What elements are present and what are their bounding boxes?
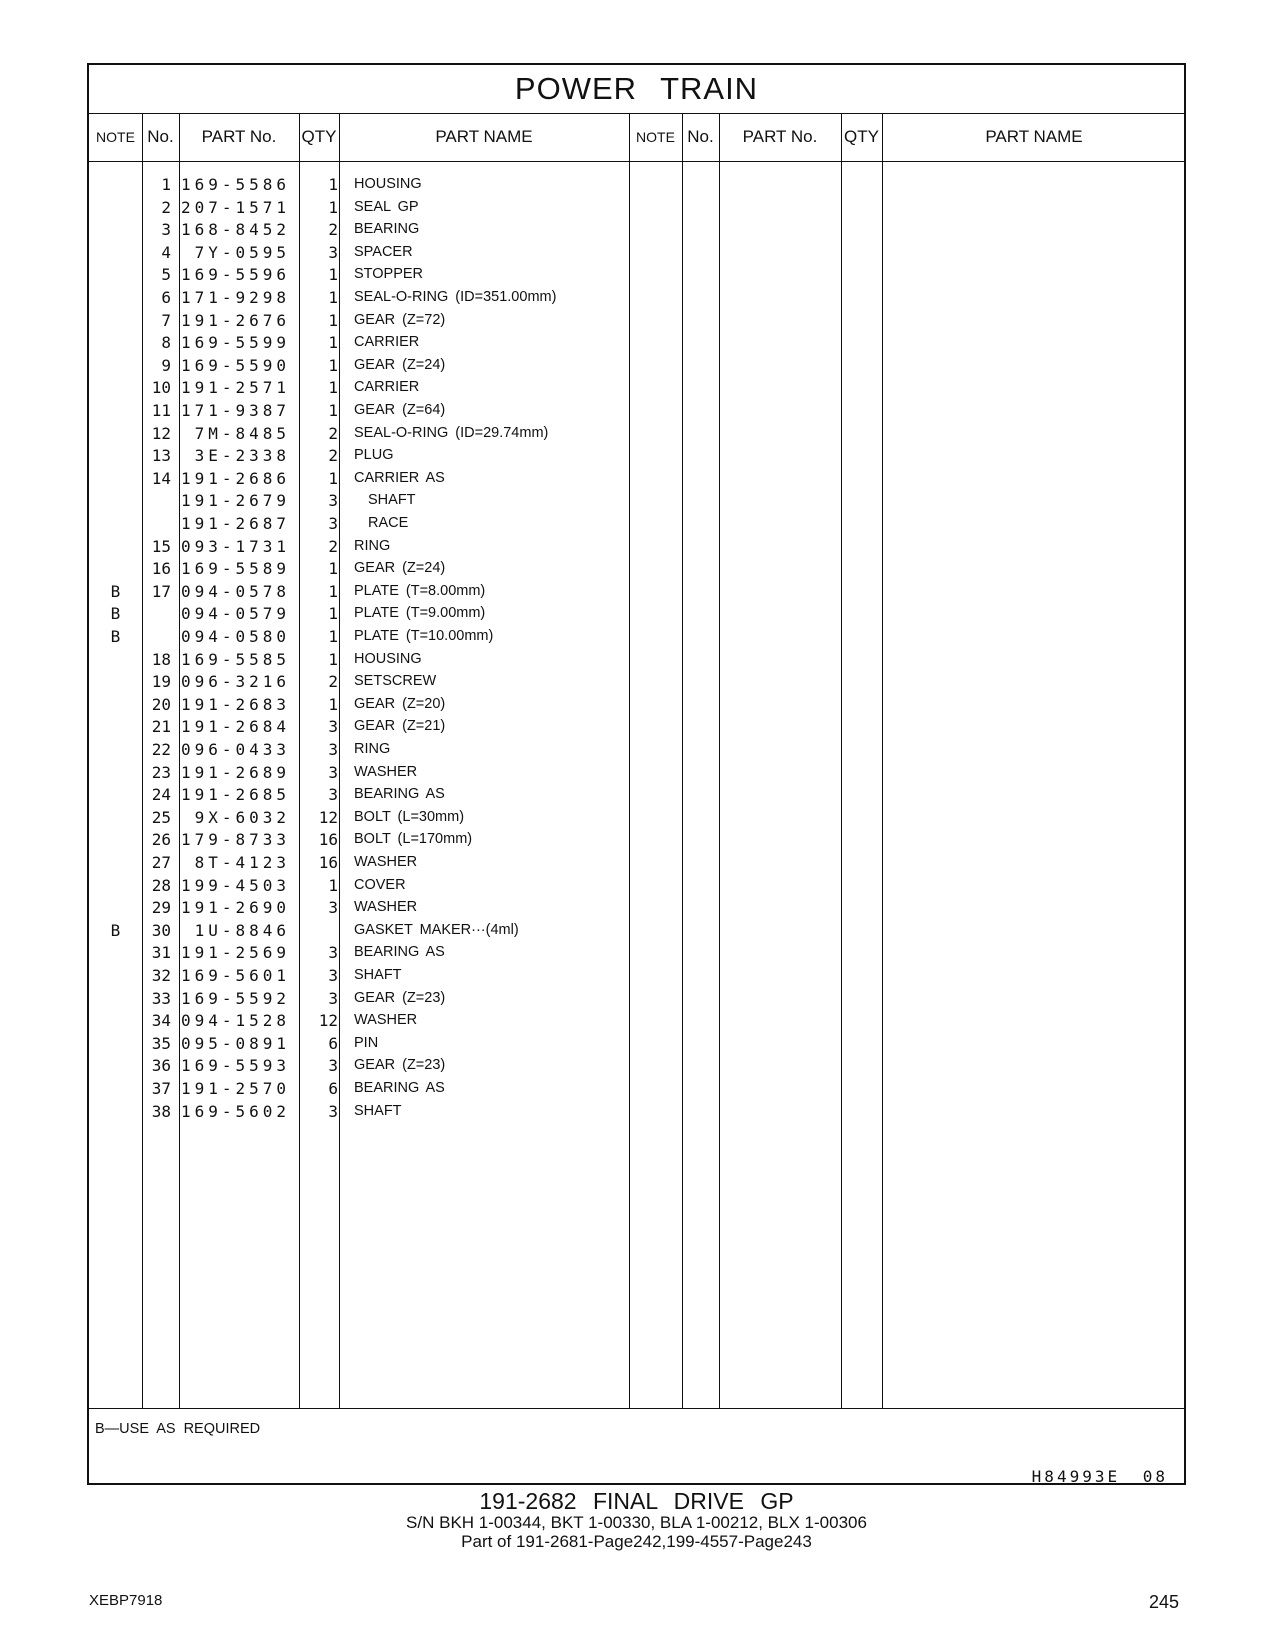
quantity-cell: 6 — [328, 1033, 338, 1053]
item-number-cell: 20 — [151, 694, 171, 714]
table-row — [89, 309, 1184, 332]
item-number-cell: 21 — [151, 717, 171, 737]
quantity-cell: 1 — [328, 694, 338, 714]
part-name-cell: PLATE (T=9.00mm) — [354, 605, 486, 622]
part-number-cell: 191-2686 — [180, 468, 290, 488]
table-row — [89, 489, 1184, 512]
part-name-cell: CARRIER — [354, 379, 420, 396]
table-row — [89, 896, 1184, 919]
part-number-cell: 169-5590 — [180, 355, 290, 375]
table-row — [89, 580, 1184, 603]
item-number-cell: 35 — [151, 1033, 171, 1053]
part-number-cell: 171-9298 — [180, 288, 290, 307]
item-number-cell: 14 — [151, 468, 171, 488]
item-number-cell: 13 — [151, 446, 171, 466]
part-number-cell: 191-2685 — [180, 785, 290, 805]
page-number: 245 — [1149, 1592, 1180, 1612]
part-number-cell: 169-5589 — [180, 559, 290, 579]
table-row — [89, 602, 1184, 625]
part-number-cell: 191-2679 — [180, 491, 290, 511]
quantity-cell: 1 — [328, 265, 338, 285]
item-number-cell: 29 — [151, 898, 171, 918]
table-row — [89, 828, 1184, 851]
table-row — [89, 738, 1184, 761]
quantity-cell: 3 — [328, 898, 338, 918]
part-number-cell: 169-5593 — [180, 1056, 290, 1076]
quantity-cell: 1 — [328, 197, 338, 217]
part-number-cell: 191-2676 — [180, 310, 290, 330]
table-row — [89, 806, 1184, 829]
part-name-cell: GEAR (Z=64) — [354, 402, 446, 418]
header-no: No. — [147, 127, 174, 146]
item-number-cell: 17 — [151, 581, 171, 601]
part-of-reference: Part of 191-2681-Page242,199-4557-Page243 — [461, 1532, 812, 1551]
item-number-cell: 11 — [151, 401, 171, 420]
table-row — [89, 467, 1184, 490]
quantity-cell: 3 — [328, 1056, 338, 1076]
item-number-cell: 19 — [151, 672, 171, 692]
part-name-cell: STOPPER — [354, 266, 424, 283]
quantity-cell: 2 — [328, 446, 338, 466]
table-row — [89, 1077, 1184, 1100]
part-number-cell: 169-5602 — [180, 1101, 290, 1121]
quantity-cell: 3 — [328, 1101, 338, 1121]
quantity-cell: 3 — [328, 491, 338, 511]
part-name-cell: BEARING AS — [354, 944, 445, 961]
part-number-cell: 094-0578 — [180, 581, 290, 601]
part-name-cell: RING — [354, 741, 391, 757]
quantity-cell: 3 — [328, 717, 338, 737]
part-name-cell: GEAR (Z=24) — [354, 356, 446, 373]
item-number-cell: 36 — [151, 1056, 171, 1076]
part-number-cell: 094-0580 — [180, 627, 290, 646]
item-number-cell: 34 — [151, 1011, 171, 1031]
part-number-cell: 191-2687 — [180, 514, 290, 533]
table-row — [89, 512, 1184, 535]
item-number-cell: 3 — [161, 220, 171, 240]
item-number-cell: 9 — [161, 355, 171, 375]
part-number-cell: 191-2690 — [180, 898, 290, 918]
item-number-cell: 38 — [151, 1101, 171, 1121]
quantity-cell: 1 — [328, 401, 338, 420]
section-title: POWER TRAIN — [89, 65, 1184, 114]
table-row — [89, 919, 1184, 942]
note-cell: B — [110, 581, 121, 601]
quantity-cell: 2 — [328, 423, 338, 443]
part-name-cell: RACE — [368, 515, 409, 531]
table-row — [89, 535, 1184, 558]
item-number-cell: 37 — [151, 1079, 171, 1098]
part-name-cell: PLATE (T=8.00mm) — [354, 582, 486, 599]
quantity-cell: 1 — [328, 175, 338, 194]
part-number-cell: 169-5585 — [180, 649, 290, 669]
item-number-cell: 24 — [151, 785, 171, 805]
table-row — [89, 399, 1184, 422]
quantity-cell: 1 — [328, 604, 338, 624]
header-note: NOTE — [96, 129, 135, 145]
item-number-cell: 16 — [151, 559, 171, 579]
quantity-cell: 12 — [318, 807, 338, 827]
part-number-cell: 096-0433 — [180, 740, 290, 759]
header-part-no-2: PART No. — [742, 127, 818, 146]
table-row — [89, 331, 1184, 354]
part-number-cell: 094-0579 — [180, 604, 290, 624]
part-name-cell: SHAFT — [354, 967, 402, 983]
quantity-cell: 12 — [318, 1011, 338, 1031]
quantity-cell: 1 — [328, 468, 338, 488]
table-header — [89, 113, 1184, 162]
item-number-cell: 33 — [151, 988, 171, 1008]
part-number-cell: 179-8733 — [180, 830, 290, 850]
item-number-cell: 27 — [151, 853, 171, 872]
part-number-cell: 191-2570 — [180, 1079, 290, 1098]
header-part-name: PART NAME — [435, 127, 533, 146]
part-name-cell: PLATE (T=10.00mm) — [354, 628, 494, 644]
part-name-cell: HOUSING — [354, 176, 422, 192]
quantity-cell: 1 — [328, 355, 338, 375]
table-row — [89, 693, 1184, 716]
part-number-cell: 171-9387 — [180, 401, 290, 420]
item-number-cell: 4 — [161, 242, 171, 262]
quantity-cell: 3 — [328, 943, 338, 963]
part-name-cell: BOLT (L=170mm) — [354, 831, 473, 848]
item-number-cell: 2 — [161, 197, 171, 217]
parts-table-frame — [87, 63, 1186, 1485]
part-number-cell: 191-2683 — [180, 694, 290, 714]
table-row — [89, 1032, 1184, 1055]
table-row — [89, 964, 1184, 987]
quantity-cell: 16 — [318, 853, 338, 872]
part-number-cell: 3E-2338 — [194, 446, 290, 466]
part-number-cell: 169-5592 — [180, 988, 290, 1008]
part-number-cell: 168-8452 — [180, 220, 290, 240]
table-row — [89, 1100, 1184, 1123]
item-number-cell: 25 — [151, 807, 171, 827]
table-row — [89, 444, 1184, 467]
header-part-no: PART No. — [201, 127, 277, 146]
quantity-cell: 1 — [328, 559, 338, 579]
part-number-cell: 1U-8846 — [194, 920, 290, 940]
part-number-cell: 191-2684 — [180, 717, 290, 737]
quantity-cell: 3 — [328, 242, 338, 262]
table-row — [89, 422, 1184, 445]
part-name-cell: SPACER — [354, 243, 413, 260]
table-row — [89, 761, 1184, 784]
document-id: XEBP7918 — [89, 1592, 163, 1609]
table-row — [89, 354, 1184, 377]
table-row — [89, 987, 1184, 1010]
table-row — [89, 286, 1184, 309]
part-name-cell: CARRIER — [354, 334, 420, 351]
item-number-cell: 8 — [161, 333, 171, 353]
part-name-cell: GEAR (Z=24) — [354, 560, 446, 577]
item-number-cell: 7 — [161, 310, 171, 330]
part-name-cell: BEARING AS — [354, 786, 445, 803]
table-row — [89, 874, 1184, 897]
table-row — [89, 1009, 1184, 1032]
part-name-cell: GEAR (Z=23) — [354, 1057, 446, 1074]
table-row — [89, 173, 1184, 196]
quantity-cell: 3 — [328, 785, 338, 805]
part-number-cell: 8T-4123 — [194, 853, 290, 872]
part-name-cell: GEAR (Z=72) — [354, 311, 446, 328]
part-name-cell: SEAL-O-RING (ID=351.00mm) — [354, 289, 557, 305]
part-name-cell: BOLT (L=30mm) — [354, 808, 465, 825]
header-note-2: NOTE — [636, 129, 675, 145]
part-name-cell: GEAR (Z=21) — [354, 718, 446, 735]
part-name-cell: PLUG — [354, 447, 394, 464]
item-number-cell: 30 — [151, 920, 171, 940]
quantity-cell: 2 — [328, 220, 338, 240]
note-cell: B — [110, 627, 121, 646]
item-number-cell: 18 — [151, 649, 171, 669]
note-cell: B — [110, 604, 121, 624]
part-name-cell: WASHER — [354, 899, 418, 916]
part-name-cell: SEAL GP — [354, 198, 419, 215]
quantity-cell: 3 — [328, 966, 338, 985]
table-row — [89, 376, 1184, 399]
part-name-cell: WASHER — [354, 1012, 418, 1029]
item-number-cell: 22 — [151, 740, 171, 759]
quantity-cell: 1 — [328, 581, 338, 601]
quantity-cell: 16 — [318, 830, 338, 850]
note-cell: B — [110, 920, 121, 940]
part-name-cell: PIN — [354, 1034, 379, 1051]
item-number-cell: 23 — [151, 762, 171, 782]
part-number-cell: 7M-8485 — [194, 423, 290, 443]
item-number-cell: 32 — [151, 966, 171, 985]
part-name-cell: SETSCREW — [354, 673, 437, 690]
part-number-cell: 9X-6032 — [194, 807, 290, 827]
part-name-cell: WASHER — [354, 763, 418, 780]
item-number-cell: 12 — [151, 423, 171, 443]
part-name-cell: GEAR (Z=20) — [354, 695, 446, 712]
quantity-cell: 2 — [328, 672, 338, 692]
table-row — [89, 1054, 1184, 1077]
part-name-cell: COVER — [354, 876, 406, 893]
part-number-cell: 169-5601 — [180, 966, 290, 985]
quantity-cell: 3 — [328, 988, 338, 1008]
part-name-cell: BEARING AS — [354, 1080, 445, 1096]
table-row — [89, 715, 1184, 738]
table-row — [89, 196, 1184, 219]
table-row — [89, 783, 1184, 806]
part-number-cell: 191-2571 — [180, 378, 290, 398]
quantity-cell: 1 — [328, 288, 338, 307]
table-row — [89, 648, 1184, 671]
table-row — [89, 625, 1184, 648]
header-qty: QTY — [301, 127, 337, 146]
part-number-cell: 7Y-0595 — [194, 242, 290, 262]
item-number-cell: 10 — [151, 378, 171, 398]
part-name-cell: RING — [354, 537, 391, 554]
table-body — [89, 161, 1184, 1409]
part-number-cell: 169-5586 — [180, 175, 290, 194]
quantity-cell: 3 — [328, 762, 338, 782]
quantity-cell: 1 — [328, 875, 338, 895]
part-number-cell: 191-2689 — [180, 762, 290, 782]
part-name-cell: GASKET MAKER···(4ml) — [354, 921, 519, 938]
header-part-name-2: PART NAME — [985, 127, 1083, 146]
group-title: 191-2682 FINAL DRIVE GP — [479, 1488, 794, 1514]
quantity-cell: 1 — [328, 333, 338, 353]
item-number-cell: 31 — [151, 943, 171, 963]
table-row — [89, 557, 1184, 580]
header-qty-2: QTY — [844, 127, 879, 146]
quantity-cell: 1 — [328, 649, 338, 669]
part-number-cell: 169-5596 — [180, 265, 290, 285]
table-row — [89, 851, 1184, 874]
part-number-cell: 094-1528 — [180, 1011, 290, 1031]
part-name-cell: WASHER — [354, 854, 418, 870]
table-row — [89, 218, 1184, 241]
quantity-cell: 3 — [328, 740, 338, 759]
part-number-cell: 096-3216 — [180, 672, 290, 692]
quantity-cell: 6 — [328, 1079, 338, 1098]
part-number-cell: 199-4503 — [180, 875, 290, 895]
part-name-cell: BEARING — [354, 221, 420, 238]
drawing-code: H84993E 08 — [1031, 1467, 1168, 1486]
item-number-cell: 6 — [161, 288, 171, 307]
part-number-cell: 095-0891 — [180, 1033, 290, 1053]
part-name-cell: HOUSING — [354, 650, 422, 667]
footnote: B—USE AS REQUIRED — [95, 1421, 261, 1437]
item-number-cell: 1 — [161, 175, 171, 194]
item-number-cell: 26 — [151, 830, 171, 850]
part-name-cell: CARRIER AS — [354, 469, 445, 486]
item-number-cell: 15 — [151, 536, 171, 556]
part-number-cell: 093-1731 — [180, 536, 290, 556]
part-name-cell: SHAFT — [368, 492, 416, 509]
header-no-2: No. — [687, 127, 714, 146]
quantity-cell: 1 — [328, 378, 338, 398]
quantity-cell: 1 — [328, 627, 338, 646]
part-number-cell: 169-5599 — [180, 333, 290, 353]
serial-numbers: S/N BKH 1-00344, BKT 1-00330, BLA 1-00212, BLX 1-00306 — [406, 1513, 867, 1532]
table-row — [89, 241, 1184, 264]
part-number-cell: 207-1571 — [180, 197, 290, 217]
table-row — [89, 263, 1184, 286]
item-number-cell: 28 — [151, 875, 171, 895]
part-name-cell: SEAL-O-RING (ID=29.74mm) — [354, 424, 549, 441]
quantity-cell: 1 — [328, 310, 338, 330]
part-number-cell: 191-2569 — [180, 943, 290, 963]
quantity-cell: 2 — [328, 536, 338, 556]
part-name-cell: GEAR (Z=23) — [354, 989, 446, 1006]
table-row — [89, 670, 1184, 693]
part-name-cell: SHAFT — [354, 1102, 402, 1119]
quantity-cell: 3 — [328, 514, 338, 533]
item-number-cell: 5 — [161, 265, 171, 285]
table-row — [89, 941, 1184, 964]
